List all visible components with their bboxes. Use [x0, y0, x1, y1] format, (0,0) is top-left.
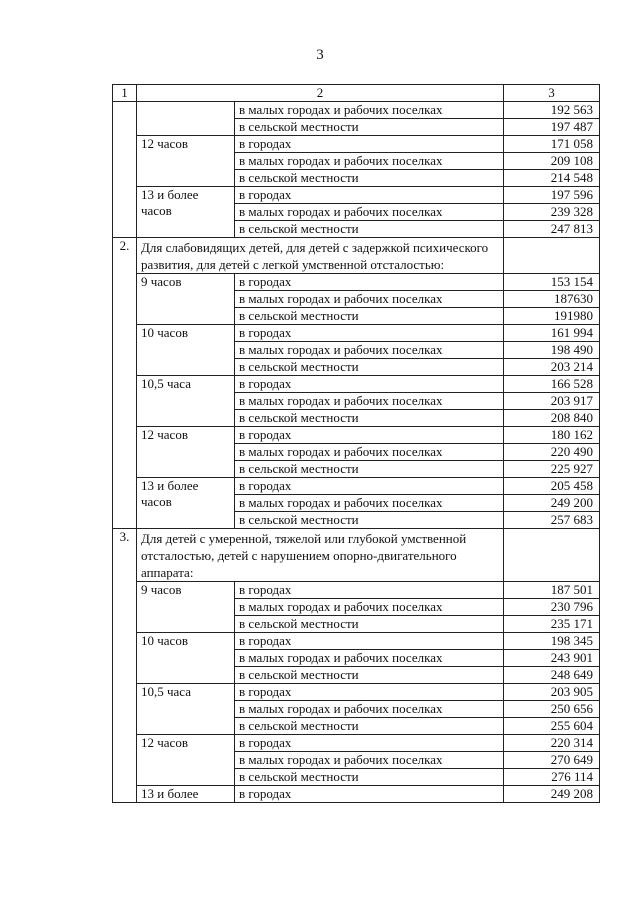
value-cell: 198 490	[504, 342, 600, 359]
place-cell: в малых городах и рабочих поселках	[235, 444, 504, 461]
hours-label: 10,5 часа	[137, 376, 235, 427]
section-title: Для слабовидящих детей, для детей с задержкой психического развития, для детей с легкой умственной отсталостью:	[137, 238, 504, 274]
section-title-row	[113, 529, 600, 582]
place-cell: в городах	[235, 376, 504, 393]
table-row	[113, 478, 600, 495]
value-cell: 197 596	[504, 187, 600, 204]
place-cell: в городах	[235, 427, 504, 444]
section-value-cell	[504, 529, 600, 582]
tariff-table	[112, 84, 600, 803]
header-cell-2: 2	[137, 85, 504, 102]
value-cell: 187630	[504, 291, 600, 308]
place-cell: в сельской местности	[235, 616, 504, 633]
value-cell: 161 994	[504, 325, 600, 342]
value-cell: 203 917	[504, 393, 600, 410]
place-cell: в сельской местности	[235, 718, 504, 735]
value-cell: 239 328	[504, 204, 600, 221]
place-cell: в малых городах и рабочих поселках	[235, 650, 504, 667]
hours-label	[137, 102, 235, 136]
value-cell: 255 604	[504, 718, 600, 735]
value-cell: 220 314	[504, 735, 600, 752]
table-row	[113, 376, 600, 393]
table-row	[113, 427, 600, 444]
table-row	[113, 136, 600, 153]
hours-label: 10,5 часа	[137, 684, 235, 735]
hours-label: 13 и более часов	[137, 478, 235, 529]
header-row	[113, 85, 600, 102]
section-value-cell	[504, 238, 600, 274]
hours-label: 9 часов	[137, 274, 235, 325]
table-body	[113, 85, 600, 803]
value-cell: 243 901	[504, 650, 600, 667]
value-cell: 205 458	[504, 478, 600, 495]
place-cell: в малых городах и рабочих поселках	[235, 153, 504, 170]
place-cell: в сельской местности	[235, 769, 504, 786]
place-cell: в малых городах и рабочих поселках	[235, 393, 504, 410]
value-cell: 209 108	[504, 153, 600, 170]
section-number-cell	[113, 102, 137, 238]
place-cell: в малых городах и рабочих поселках	[235, 291, 504, 308]
value-cell: 166 528	[504, 376, 600, 393]
value-cell: 208 840	[504, 410, 600, 427]
value-cell: 249 208	[504, 786, 600, 803]
place-cell: в городах	[235, 582, 504, 599]
table-row	[113, 786, 600, 803]
value-cell: 214 548	[504, 170, 600, 187]
value-cell: 270 649	[504, 752, 600, 769]
place-cell: в городах	[235, 478, 504, 495]
value-cell: 225 927	[504, 461, 600, 478]
section-number: 2.	[113, 238, 137, 529]
place-cell: в сельской местности	[235, 667, 504, 684]
value-cell: 248 649	[504, 667, 600, 684]
table-row	[113, 633, 600, 650]
place-cell: в сельской местности	[235, 170, 504, 187]
value-cell: 247 813	[504, 221, 600, 238]
header-cell-1: 1	[113, 85, 137, 102]
place-cell: в городах	[235, 274, 504, 291]
value-cell: 198 345	[504, 633, 600, 650]
value-cell: 235 171	[504, 616, 600, 633]
place-cell: в малых городах и рабочих поселках	[235, 495, 504, 512]
place-cell: в малых городах и рабочих поселках	[235, 752, 504, 769]
place-cell: в сельской местности	[235, 359, 504, 376]
value-cell: 197 487	[504, 119, 600, 136]
value-cell: 276 114	[504, 769, 600, 786]
value-cell: 203 214	[504, 359, 600, 376]
value-cell: 153 154	[504, 274, 600, 291]
hours-label: 9 часов	[137, 582, 235, 633]
place-cell: в сельской местности	[235, 512, 504, 529]
place-cell: в городах	[235, 325, 504, 342]
section-title-row	[113, 238, 600, 274]
value-cell: 230 796	[504, 599, 600, 616]
place-cell: в малых городах и рабочих поселках	[235, 204, 504, 221]
place-cell: в городах	[235, 786, 504, 803]
section-number: 3.	[113, 529, 137, 803]
value-cell: 203 905	[504, 684, 600, 701]
place-cell: в сельской местности	[235, 410, 504, 427]
place-cell: в сельской местности	[235, 308, 504, 325]
table-row	[113, 102, 600, 119]
table-row	[113, 735, 600, 752]
table-row	[113, 582, 600, 599]
hours-label: 10 часов	[137, 325, 235, 376]
place-cell: в городах	[235, 684, 504, 701]
table-row	[113, 187, 600, 204]
value-cell: 220 490	[504, 444, 600, 461]
place-cell: в малых городах и рабочих поселках	[235, 701, 504, 718]
header-cell-3: 3	[504, 85, 600, 102]
hours-label: 12 часов	[137, 136, 235, 187]
value-cell: 257 683	[504, 512, 600, 529]
value-cell: 171 058	[504, 136, 600, 153]
place-cell: в малых городах и рабочих поселках	[235, 599, 504, 616]
place-cell: в малых городах и рабочих поселках	[235, 102, 504, 119]
place-cell: в городах	[235, 136, 504, 153]
place-cell: в сельской местности	[235, 221, 504, 238]
hours-label: 12 часов	[137, 427, 235, 478]
value-cell: 191980	[504, 308, 600, 325]
place-cell: в сельской местности	[235, 461, 504, 478]
value-cell: 180 162	[504, 427, 600, 444]
section-title: Для детей с умеренной, тяжелой или глубокой умственной отсталостью, детей с нарушением опорно-двигательного аппарата:	[137, 529, 504, 582]
hours-label: 10 часов	[137, 633, 235, 684]
table-row	[113, 684, 600, 701]
value-cell: 192 563	[504, 102, 600, 119]
place-cell: в городах	[235, 735, 504, 752]
place-cell: в сельской местности	[235, 119, 504, 136]
value-cell: 250 656	[504, 701, 600, 718]
table-row	[113, 274, 600, 291]
page-number: 3	[316, 47, 324, 63]
hours-label: 13 и более часов	[137, 187, 235, 238]
place-cell: в малых городах и рабочих поселках	[235, 342, 504, 359]
table-row	[113, 325, 600, 342]
hours-label: 13 и более	[137, 786, 235, 803]
hours-label: 12 часов	[137, 735, 235, 786]
value-cell: 187 501	[504, 582, 600, 599]
place-cell: в городах	[235, 187, 504, 204]
place-cell: в городах	[235, 633, 504, 650]
value-cell: 249 200	[504, 495, 600, 512]
